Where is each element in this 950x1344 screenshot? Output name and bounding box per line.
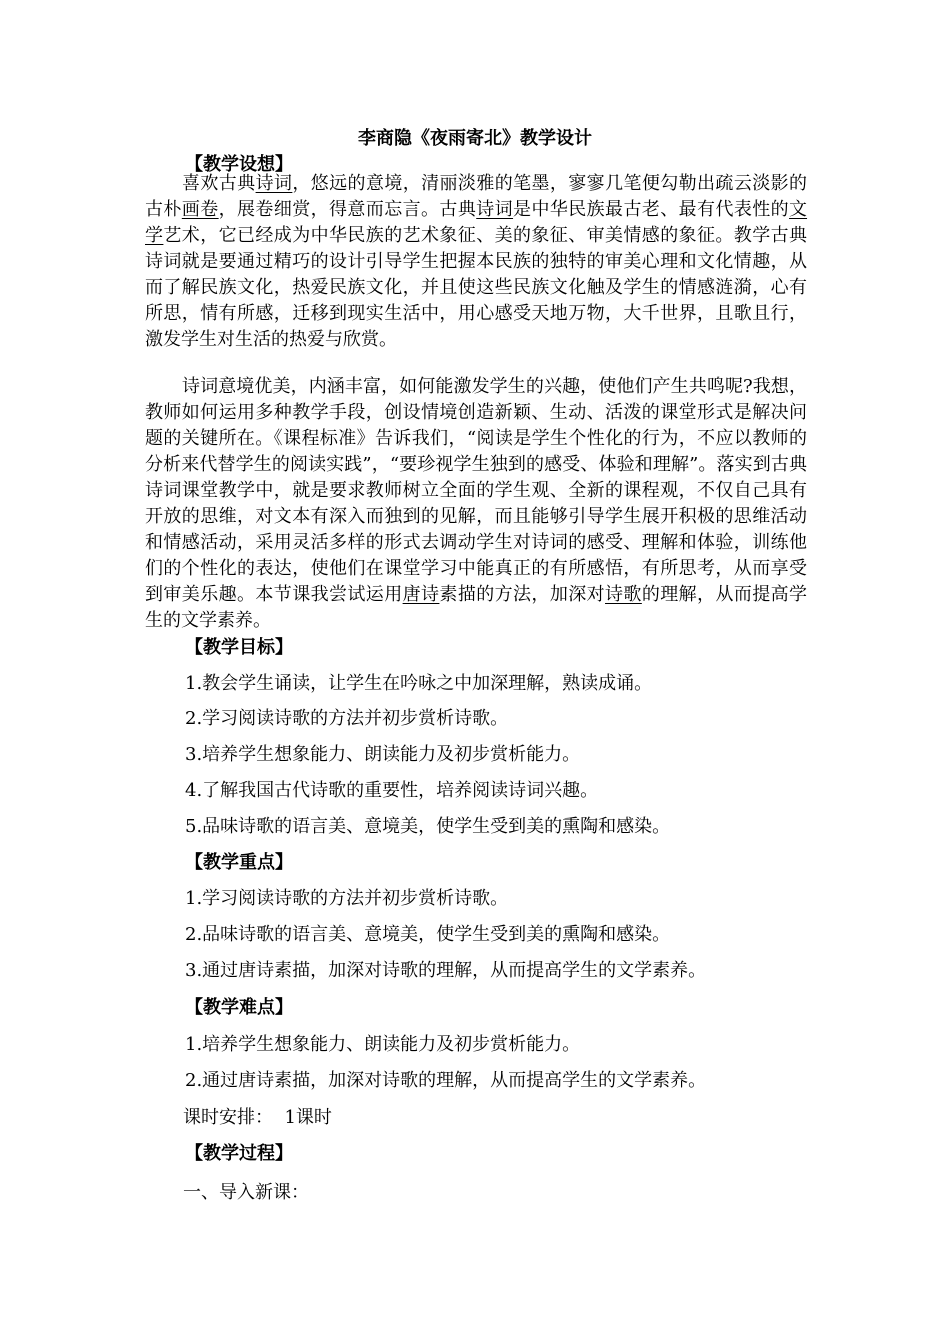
- key-point-item: 2.品味诗歌的语言美、意境美，使学生受到美的熏陶和感染。: [185, 924, 671, 945]
- heading-teaching-goals: 【教学目标】: [185, 637, 293, 658]
- difficulty-item: 2.通过唐诗素描，加深对诗歌的理解，从而提高学生的文学素养。: [185, 1070, 707, 1091]
- goal-item: 4.了解我国古代诗歌的重要性，培养阅读诗词兴趣。: [185, 780, 599, 801]
- goal-item: 1.教会学生诵读，让学生在吟咏之中加深理解，熟读成诵。: [185, 673, 653, 694]
- paragraph-idea-2: 诗词意境优美，内涵丰富，如何能激发学生的兴趣，使他们产生共鸣呢?我想，教师如何运用多种教学手段，创设情境创造新颖、生动、活泼的课堂形式是解决问题的关键所在。《课程标准》告诉我们，“阅读是学生个性化的行为，不应以教师的分析来代替学生的阅读实践”，“要珍视学生独到的感受、体验和理解”。落实到古典诗词课堂教学中，就是要求教师树立全面的学生观、全新的课程观，不仅自己具有开放的思维，对文本有深入而独到的见解，而且能够引导学生展开积极的思维活动和情感活动，采用灵活多样的形式去调动学生对诗词的感受、理解和体验，训练他们的个性化的表达，使他们在课堂学习中能真正的有所感悟，有所思考，从而享受到审美乐趣。本节课我尝试运用唐诗素描的方法，加深对诗歌的理解，从而提高学生的文学素养。: [145, 376, 808, 631]
- link-huajuan[interactable]: 画卷: [181, 199, 219, 220]
- difficulty-item: 1.培养学生想象能力、朗读能力及初步赏析能力。: [185, 1034, 581, 1055]
- process-step-intro: 一、导入新课：: [183, 1182, 309, 1203]
- key-point-item: 1.学习阅读诗歌的方法并初步赏析诗歌。: [185, 888, 509, 909]
- heading-teaching-key-points: 【教学重点】: [185, 852, 293, 873]
- class-schedule: 课时安排： 1课时: [183, 1107, 332, 1128]
- link-tangshi[interactable]: 唐诗: [402, 584, 440, 605]
- paragraph-idea-1: 喜欢古典诗词，悠远的意境，清丽淡雅的笔墨，寥寥几笔便勾勒出疏云淡影的古朴画卷，展卷细赏，得意而忘言。古典诗词是中华民族最古老、最有代表性的文学艺术，它已经成为中华民族的艺术象征、美的象征、审美情感的象征。教学古典诗词就是要通过精巧的设计引导学生把握本民族的独特的审美心理和文化情趣，从而了解民族文化，热爱民族文化，并且使这些民族文化触及学生的情感涟漪，心有所思，情有所感，迁移到现实生活中，用心感受天地万物，大千世界，且歌且行，激发学生对生活的热爱与欣赏。: [145, 173, 808, 350]
- link-wenxue[interactable]: 文学: [145, 199, 808, 246]
- goal-item: 5.品味诗歌的语言美、意境美，使学生受到美的熏陶和感染。: [185, 816, 671, 837]
- key-point-item: 3.通过唐诗素描，加深对诗歌的理解，从而提高学生的文学素养。: [185, 960, 707, 981]
- heading-teaching-difficulties: 【教学难点】: [185, 997, 293, 1018]
- link-shige[interactable]: 诗歌: [605, 584, 642, 605]
- heading-teaching-process: 【教学过程】: [185, 1143, 293, 1164]
- link-shici-2[interactable]: 诗词: [476, 199, 514, 220]
- goal-item: 2.学习阅读诗歌的方法并初步赏析诗歌。: [185, 708, 509, 729]
- goal-item: 3.培养学生想象能力、朗读能力及初步赏析能力。: [185, 744, 581, 765]
- document-title: 李商隐《夜雨寄北》教学设计: [358, 128, 592, 149]
- heading-teaching-idea: 【教学设想】: [185, 154, 293, 175]
- link-shici[interactable]: 诗词: [255, 173, 293, 194]
